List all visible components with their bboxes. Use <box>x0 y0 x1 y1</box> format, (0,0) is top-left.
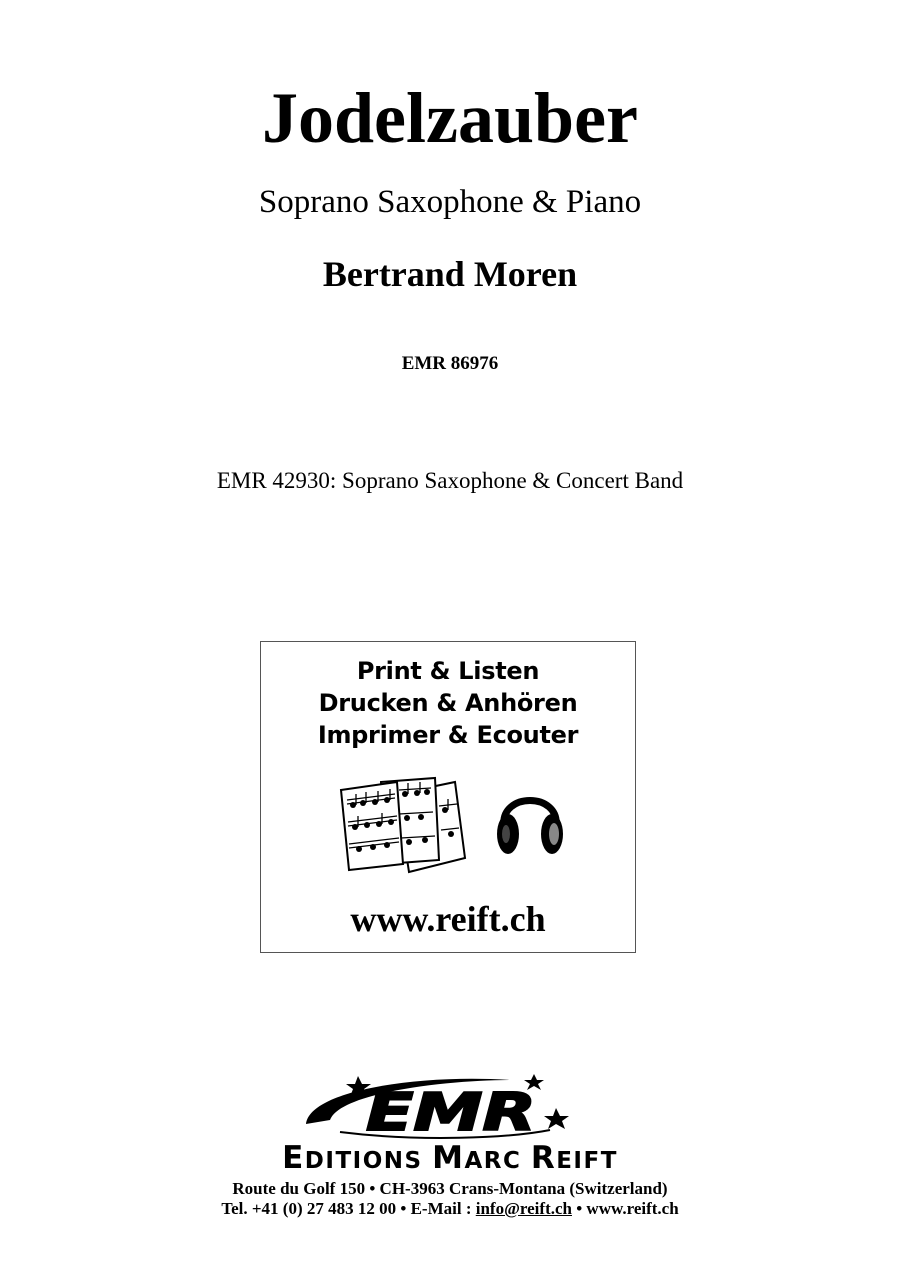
score-title: Jodelzauber <box>262 78 638 158</box>
contact-website[interactable]: • www.reift.ch <box>571 1199 679 1218</box>
publisher-word-marc: ARC <box>464 1148 531 1174</box>
publisher-address: Route du Golf 150 • CH-3963 Crans-Montana (Switzerland) <box>232 1179 668 1198</box>
promo-line-french: Imprimer & Ecouter <box>317 721 579 749</box>
promo-website[interactable]: www.reift.ch <box>350 899 546 939</box>
emr-logo-text: EMR <box>366 1083 536 1142</box>
headphones-icon <box>494 782 566 860</box>
publisher-word-reift: EIFT <box>556 1148 618 1174</box>
sheet-music-icon <box>339 776 469 876</box>
publisher-word-editions: DITIONS <box>304 1148 433 1174</box>
publisher-initial-e: E <box>282 1140 305 1176</box>
publisher-contact <box>0 1198 900 1220</box>
composer-name: Bertrand Moren <box>322 254 578 294</box>
contact-phone: Tel. +41 (0) 27 483 12 00 • E-Mail : <box>221 1199 476 1218</box>
contact-email-link[interactable]: info@reift.ch <box>475 1199 572 1218</box>
related-edition: EMR 42930: Soprano Saxophone & Concert Band <box>216 468 684 493</box>
publisher-initial-r: R <box>530 1140 557 1176</box>
publisher-initial-m: M <box>432 1140 465 1176</box>
instrumentation: Soprano Saxophone & Piano <box>258 184 642 220</box>
print-listen-box <box>260 641 636 953</box>
promo-line-german: Drucken & Anhören <box>318 689 578 717</box>
promo-line-english: Print & Listen <box>356 657 540 685</box>
emr-logo <box>300 1072 590 1142</box>
catalog-number: EMR 86976 <box>401 353 499 374</box>
publisher-name <box>0 1142 900 1177</box>
